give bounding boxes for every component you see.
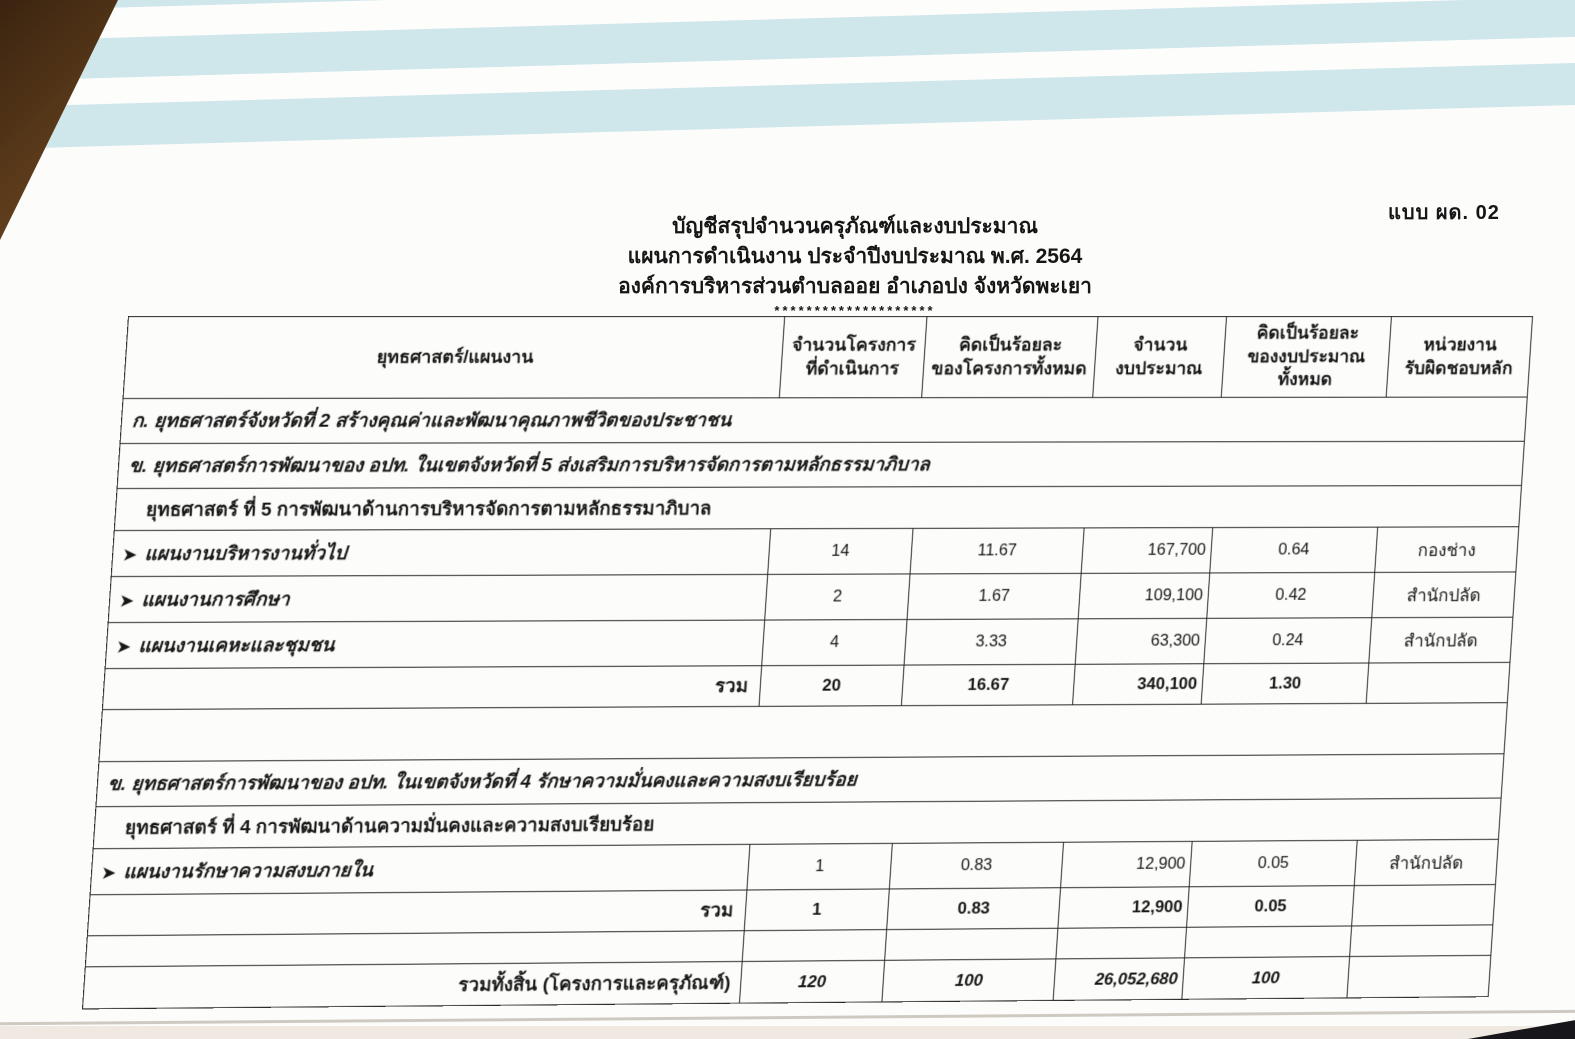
budget-cell: 340,100 — [1073, 664, 1204, 705]
unit-cell: สำนักปลัด — [1369, 617, 1513, 663]
budget-cell: 63,300 — [1075, 618, 1207, 664]
project-pct-cell: 11.67 — [910, 528, 1084, 574]
grand-total-label: รวมทั้งสิ้น (โครงการและครุภัณฑ์) — [83, 961, 743, 1008]
project-pct-cell: 16.67 — [901, 664, 1075, 705]
unit-cell: สำนักปลัด — [1354, 839, 1498, 885]
form-code: แบบ ผด. 02 — [1388, 202, 1500, 224]
section-row-provincial-strategy-2 — [120, 397, 1527, 443]
substrategy-row-5 — [114, 485, 1521, 530]
project-pct-cell: 0.83 — [889, 842, 1063, 889]
projects-cell: 1 — [744, 889, 889, 931]
document-title-block — [330, 212, 1380, 318]
table-header-row — [123, 316, 1532, 398]
project-pct-cell: 100 — [882, 959, 1056, 1002]
unit-cell: สำนักปลัด — [1372, 572, 1516, 618]
empty-cell — [1056, 927, 1187, 959]
paper-bottom-edge — [0, 1010, 1575, 1026]
substrategy-label: ยุทธศาสตร์ ที่ 4 การพัฒนาด้านความมั่นคงและความสงบเรียบร้อย — [93, 798, 1501, 849]
plan-label: ➤ แผนงานบริหารงานทั่วไป — [111, 529, 770, 577]
budget-pct-cell: 0.42 — [1207, 572, 1375, 618]
budget-summary-table — [82, 316, 1534, 1009]
lower-sheet-edge — [0, 1026, 1575, 1039]
title-line-3: องค์การบริหารส่วนตำบลออย อำเภอปง จังหวัดพะเยา — [618, 275, 1092, 298]
section-label: ข. ยุทธศาสตร์การพัฒนาของ อปท. ในเขตจังหวัดที่ 5 ส่งเสริมการบริหารจัดการตามหลักธรรมาภิบาล — [117, 441, 1524, 488]
projects-cell: 120 — [739, 960, 884, 1003]
budget-pct-cell: 0.24 — [1204, 618, 1372, 664]
unit-cell — [1352, 885, 1496, 926]
title-star-divider: ******************** — [774, 303, 936, 318]
empty-cell — [1185, 926, 1352, 958]
plan-label: ➤ แผนงานเคหะและชุมชน — [105, 620, 765, 669]
total-label: รวม — [87, 890, 747, 936]
projects-cell: 20 — [759, 665, 904, 706]
title-line-2: แผนการดำเนินงาน ประจำปีงบประมาณ พ.ศ. 2564 — [627, 245, 1083, 268]
empty-cell — [99, 703, 1507, 762]
budget-cell: 167,700 — [1081, 528, 1213, 574]
col-header-budget-pct: คิดเป็นร้อยละ ของงบประมาณ ทั้งหมด — [1221, 316, 1391, 397]
projects-cell: 2 — [765, 574, 910, 620]
budget-cell: 26,052,680 — [1053, 958, 1184, 1001]
plan-row-general-administration — [111, 527, 1519, 577]
project-pct-cell: 0.83 — [887, 888, 1061, 930]
budget-cell: 109,100 — [1078, 573, 1210, 619]
arrow-bullet-icon: ➤ — [119, 592, 135, 610]
project-pct-cell: 3.33 — [904, 619, 1078, 665]
total-row-strategy-5 — [102, 662, 1510, 709]
plan-label: ➤ แผนงานรักษาความสงบภายใน — [90, 844, 750, 894]
budget-pct-cell: 0.64 — [1210, 527, 1378, 573]
section-row-local-strategy-5 — [117, 441, 1524, 488]
summary-table — [82, 316, 1533, 1009]
budget-cell: 12,900 — [1061, 841, 1193, 887]
arrow-bullet-icon: ➤ — [122, 546, 138, 564]
arrow-bullet-icon: ➤ — [101, 864, 116, 882]
unit-cell — [1347, 955, 1491, 998]
col-header-projects: จำนวนโครงการ ที่ดำเนินการ — [779, 316, 927, 397]
title-line-1: บัญชีสรุปจำนวนครุภัณฑ์และงบประมาณ — [672, 215, 1038, 238]
plan-row-housing-community — [105, 617, 1513, 668]
total-label: รวม — [102, 666, 761, 710]
section-label: ก. ยุทธศาสตร์จังหวัดที่ 2 สร้างคุณค่าและพัฒนาคุณภาพชีวิตของประชาชน — [120, 397, 1527, 443]
substrategy-label: ยุทธศาสตร์ ที่ 5 การพัฒนาด้านการบริหารจัดการตามหลักธรรมาภิบาล — [114, 485, 1521, 530]
plan-label: ➤ แผนงานการศึกษา — [108, 574, 768, 622]
paper-stack-edges — [0, 0, 1575, 182]
budget-pct-cell: 1.30 — [1201, 663, 1369, 704]
col-header-budget: จำนวน งบประมาณ — [1093, 316, 1227, 397]
budget-pct-cell: 100 — [1182, 957, 1350, 1000]
col-header-unit: หน่วยงาน รับผิดชอบหลัก — [1386, 316, 1532, 397]
arrow-bullet-icon: ➤ — [116, 638, 131, 656]
empty-cell — [1350, 925, 1493, 957]
plan-row-education — [108, 572, 1516, 623]
budget-pct-cell: 0.05 — [1187, 886, 1355, 928]
budget-pct-cell: 0.05 — [1189, 840, 1357, 887]
section-label: ข. ยุทธศาสตร์การพัฒนาของ อปท. ในเขตจังหวัดที่ 4 รักษาความมั่นคงและความสงบเรียบร้อย — [96, 754, 1504, 807]
unit-cell — [1366, 662, 1510, 703]
budget-cell: 12,900 — [1058, 887, 1189, 928]
col-header-strategy: ยุทธศาสตร์/แผนงาน — [123, 316, 785, 398]
spacer-row — [99, 703, 1507, 762]
projects-cell: 4 — [762, 619, 907, 665]
col-header-project-pct: คิดเป็นร้อยละ ของโครงการทั้งหมด — [922, 316, 1098, 397]
projects-cell: 14 — [768, 528, 913, 574]
empty-cell — [742, 930, 886, 962]
project-pct-cell: 1.67 — [907, 573, 1081, 619]
projects-cell: 1 — [747, 843, 892, 890]
unit-cell: กองช่าง — [1375, 527, 1519, 573]
empty-cell — [885, 928, 1058, 960]
